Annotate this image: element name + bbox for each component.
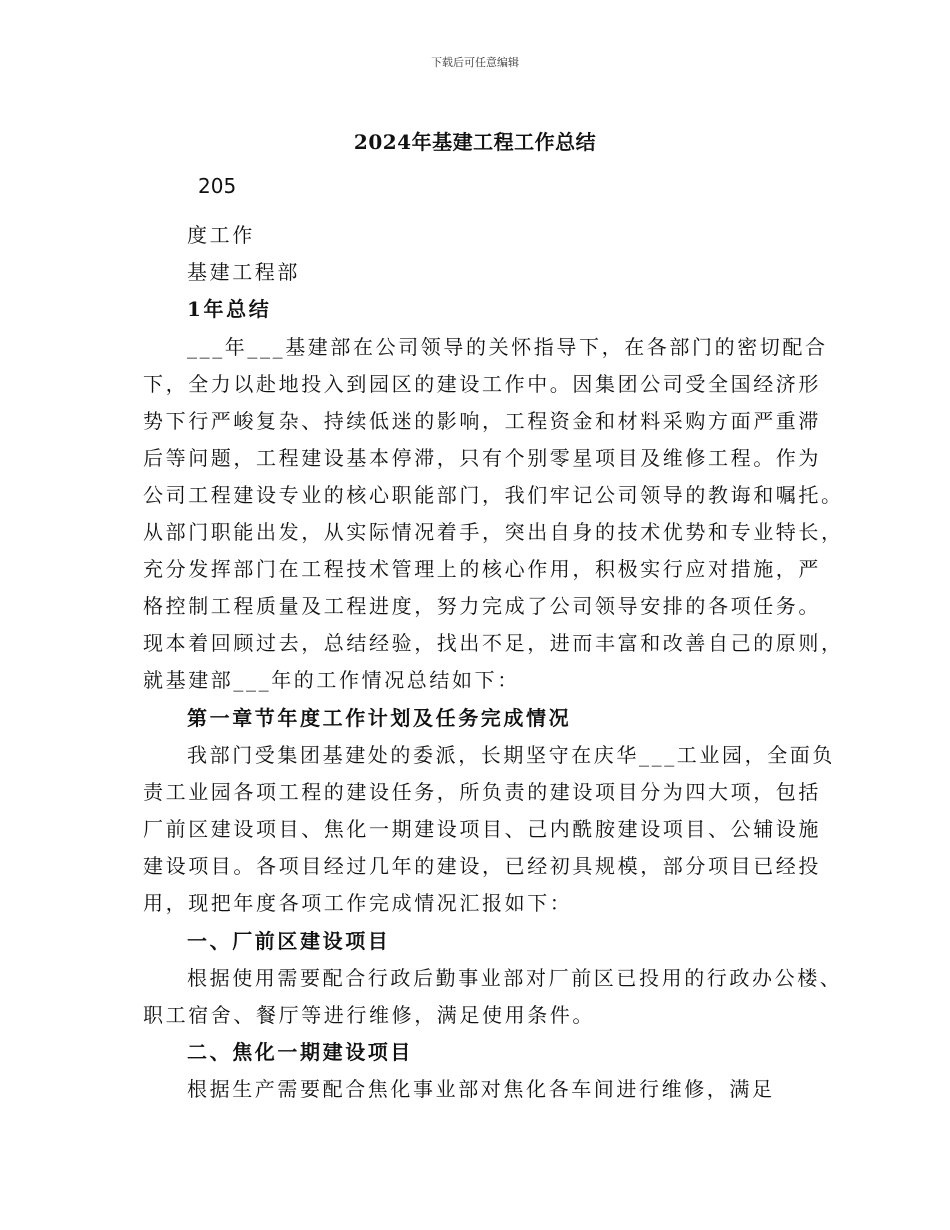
intro-line: 后等问题，工程建设基本停滞，只有个别零星项目及维修工程。作为 [143,446,821,470]
header-note: 下载后可任意编辑 [431,56,519,69]
intro-line: ___年___基建部在公司领导的关怀指导下，在各部门的密切配合 [187,335,828,359]
section2-line: 根据生产需要配合焦化事业部对焦化各车间进行维修，满足 [187,1077,775,1101]
chapter-line: 厂前区建设项目、焦化一期建设项目、己内酰胺建设项目、公辅设施 [143,817,821,841]
intro-line: 从部门职能出发，从实际情况着手，突出自身的技术优势和专业特长， [143,520,844,544]
label-department: 基建工程部 [187,260,300,284]
section1-line: 职工宿舍、餐厅等进行维修，满足使用条件。 [143,1003,595,1027]
intro-line: 格控制工程质量及工程进度，努力完成了公司领导安排的各项任务。 [143,594,821,618]
chapter-line: 建设项目。各项目经过几年的建设，已经初具规模，部分项目已经投 [143,854,821,878]
section1-line: 根据使用需要配合行政后勤事业部对厂前区已投用的行政办公楼、 [187,966,843,990]
label-summary: 1年总结 [187,297,272,321]
label-annual-work: 度工作 [187,223,255,247]
intro-line: 势下行严峻复杂、持续低迷的影响，工程资金和材料采购方面严重滞 [143,409,821,433]
chapter-heading: 第一章节年度工作计划及任务完成情况 [187,706,572,730]
intro-line: 充分发挥部门在工程技术管理上的核心作用，积极实行应对措施，严 [143,557,821,581]
year-number: 205 [198,174,237,198]
intro-line: 就基建部___年的工作情况总结如下： [143,668,520,692]
chapter-line: 我部门受集团基建处的委派，长期坚守在庆华___工业园，全面负 [187,743,835,767]
section1-heading: 一、厂前区建设项目 [187,929,391,953]
chapter-line: 用，现把年度各项工作完成情况汇报如下： [143,891,573,915]
intro-line: 公司工程建设专业的核心职能部门，我们牢记公司领导的教诲和嘱托。 [143,483,844,507]
document-title: 2024年基建工程工作总结 [353,130,597,154]
intro-line: 现本着回顾过去，总结经验，找出不足，进而丰富和改善自己的原则， [143,631,844,655]
section2-heading: 二、焦化一期建设项目 [187,1040,413,1064]
chapter-line: 责工业园各项工程的建设任务，所负责的建设项目分为四大项，包括 [143,780,821,804]
intro-line: 下，全力以赴地投入到园区的建设工作中。因集团公司受全国经济形 [143,372,821,396]
